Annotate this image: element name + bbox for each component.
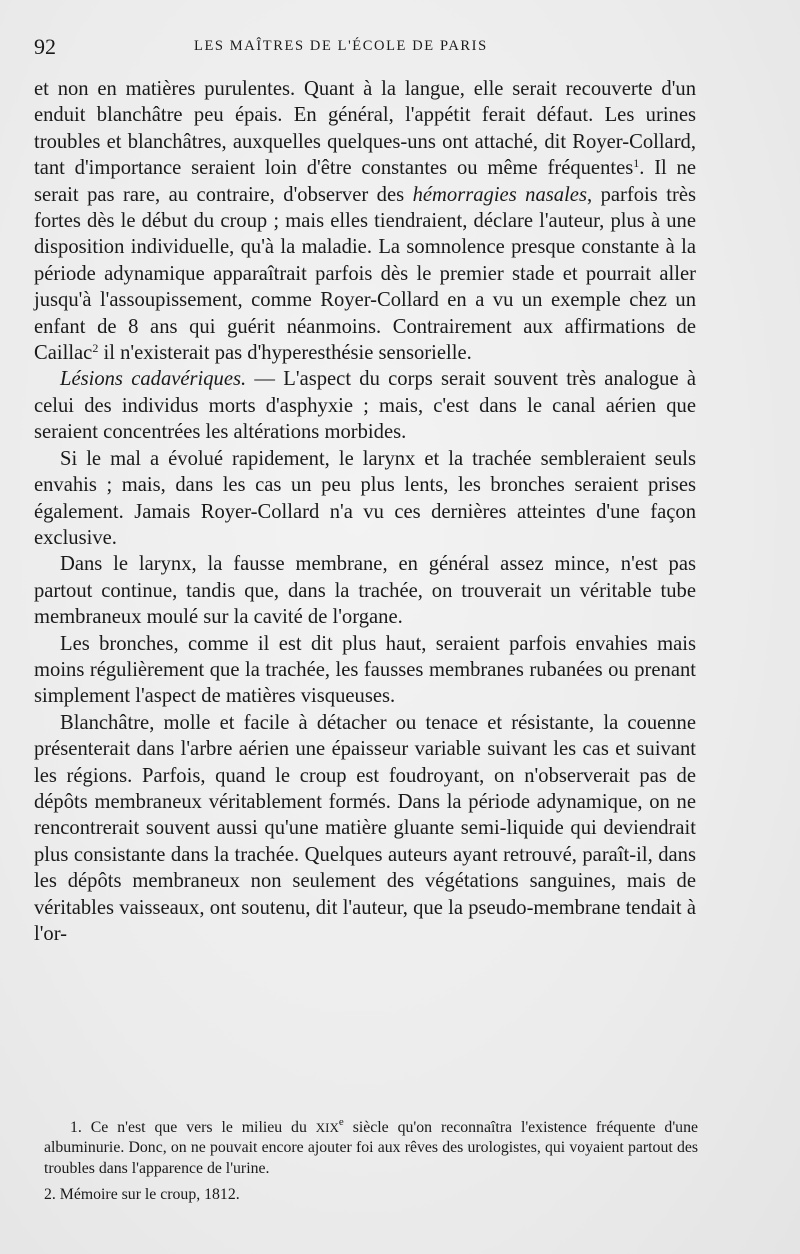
footnote-2: 2. Mémoire sur le croup, 1812. (44, 1186, 240, 1204)
paragraph-1 (34, 76, 696, 366)
section-heading-lesions: Lésions cadavériques. (60, 368, 247, 391)
footnote-1-text-b: siècle qu'on reconnaîtra l'existence fréquente d'une albuminurie. Donc, on ne pouvait encore ajouter foi aux rêves des urologistes, qui voyaient partout des troubles dans l'apparence de l'urine. (44, 1119, 698, 1177)
paragraph-3: Si le mal a évolué rapidement, le larynx et la trachée sembleraient seuls envahis ; mais, dans les cas un peu plus lents, les bronches seraient prises également. Jamais Royer-Collard n'a vu ces dernières atteintes d'une façon exclusive. (34, 447, 696, 549)
running-title: LES MAÎTRES DE L'ÉCOLE DE PARIS (194, 38, 488, 54)
footnotes (44, 1118, 698, 1206)
footnote-ref-2: 2 (92, 341, 99, 356)
paragraph-1-text-c: , parfois très fortes dès le début du croup ; mais elles tiendraient, déclare l'auteur, plus à une disposition individuelle, qu'à la maladie. La somnolence presque constante à la période adynamique apparaîtrait parfois dès le premier stade et pourrait aller jusqu'à l'assoupissement, comme Royer-Collard en a vu un exemple chez un enfant de 8 ans qui guérit néanmoins. Contrairement aux affirmations de Caillac (34, 183, 696, 365)
main-text (34, 76, 696, 947)
paragraph-5: Les bronches, comme il est dit plus haut, seraient parfois envahies mais moins régulièrement que la trachée, les fausses membranes rubanées ou prenant simplement l'aspect de matières visqueuses. (34, 632, 696, 708)
emphasis-hemorragies: hémorragies nasales (412, 183, 587, 206)
paragraph-1-text-a: et non en matières purulentes. Quant à la langue, elle serait recouverte d'un enduit blanchâtre peu épais. En général, l'appétit ferait défaut. Les urines troubles et blanchâtres, auxquelles quelques-uns ont attaché, dit Royer-Collard, tant d'importance seraient loin d'être constantes ou même fréquentes (34, 78, 696, 180)
paragraph-1-text-d: il n'existerait pas d'hyperesthésie sensorielle. (98, 342, 472, 365)
page-number: 92 (34, 34, 56, 59)
footnote-1-century: XIX (315, 1120, 339, 1135)
footnote-1-century-suffix: e (338, 1116, 344, 1128)
footnote-ref-1: 1 (633, 156, 640, 171)
paragraph-4: Dans le larynx, la fausse membrane, en général assez mince, n'est pas partout continue, tandis que, dans la trachée, on trouverait un véritable tube membraneux moulé sur la cavité de l'organe. (34, 553, 696, 629)
paragraph-2 (34, 366, 696, 445)
page-header (34, 34, 766, 60)
footnote-1 (44, 1118, 698, 1179)
paragraph-1-text-b: . Il ne serait pas rare, au contraire, d'observer des (34, 157, 696, 206)
footnote-1-text-a: 1. Ce n'est que vers le milieu du (70, 1119, 316, 1136)
paragraph-6: Blanchâtre, molle et facile à détacher ou tenace et résistante, la couenne présenterait dans l'arbre aérien une épaisseur variable suivant les cas et suivant les régions. Parfois, quand le croup est foudroyant, on n'observerait pas de dépôts membraneux véritablement formés. Dans la période adynamique, on ne rencontrerait souvent aussi qu'une matière gluante semi-liquide qui deviendrait plus consistante dans la trachée. Quelques auteurs ayant retrouvé, paraît-il, dans les dépôts membraneux non seulement des végétations sanguines, mais de véritables vaisseaux, ont soutenu, dit l'auteur, que la pseudo-membrane tendait à l'or- (34, 711, 696, 945)
paragraph-2-text: — L'aspect du corps serait souvent très analogue à celui des individus morts d'asphyxie ; mais, c'est dans le canal aérien que seraient concentrées les altérations morbides. (34, 368, 696, 444)
